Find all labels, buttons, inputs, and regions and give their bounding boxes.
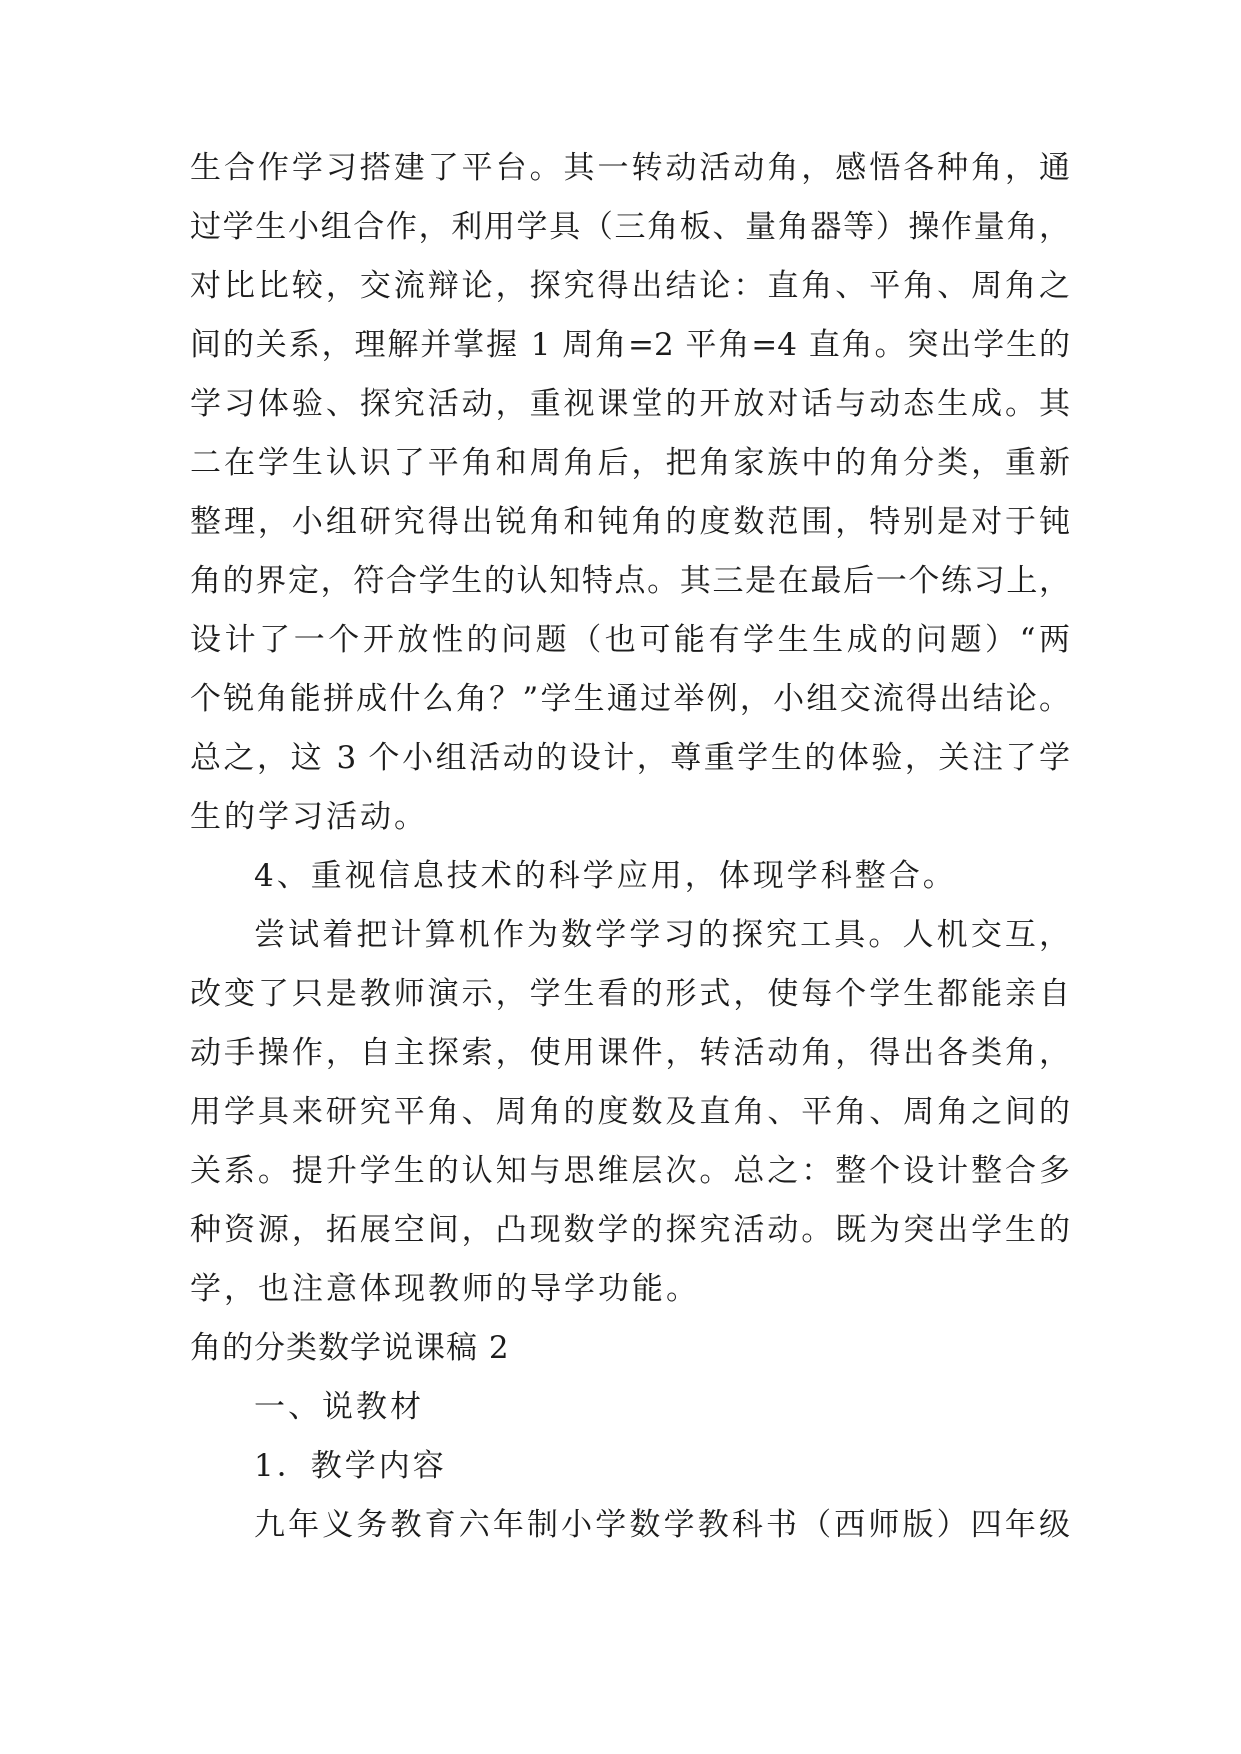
text-line: 动手操作，自主探索，使用课件，转活动角，得出各类角， xyxy=(190,1035,1070,1071)
text-line: 九年义务教育六年制小学数学教科书（西师版）四年级 xyxy=(254,1507,1070,1543)
text-line: 种资源，拓展空间，凸现数学的探究活动。既为突出学生的 xyxy=(190,1212,1070,1248)
text-line: 个锐角能拼成什么角？”学生通过举例，小组交流得出结论。 xyxy=(190,681,1070,717)
text-line: 角的界定，符合学生的认知特点。其三是在最后一个练习上， xyxy=(190,563,1070,599)
text-line: 关系。提升学生的认知与思维层次。总之：整个设计整合多 xyxy=(190,1153,1070,1189)
text-line: 用学具来研究平角、周角的度数及直角、平角、周角之间的 xyxy=(190,1094,1070,1130)
text-line: 尝试着把计算机作为数学学习的探究工具。人机交互， xyxy=(254,917,1070,953)
text-line: 生的学习活动。 xyxy=(190,799,428,835)
text-line: 生合作学习搭建了平台。其一转动活动角，感悟各种角，通 xyxy=(190,150,1070,186)
text-line: 过学生小组合作，利用学具（三角板、量角器等）操作量角， xyxy=(190,209,1070,245)
text-line: 整理，小组研究得出锐角和钝角的度数范围，特别是对于钝 xyxy=(190,504,1070,540)
text-line: 间的关系，理解并掌握 1 周角=2 平角=4 直角。突出学生的 xyxy=(190,327,1070,363)
text-line: 二在学生认识了平角和周角后，把角家族中的角分类，重新 xyxy=(190,445,1070,481)
section-heading: 一、说教材 xyxy=(254,1389,424,1425)
text-line: 学习体验、探究活动，重视课堂的开放对话与动态生成。其 xyxy=(190,386,1070,422)
text-line: 总之，这 3 个小组活动的设计，尊重学生的体验，关注了学 xyxy=(190,740,1070,776)
text-line: 学，也注意体现教师的导学功能。 xyxy=(190,1271,700,1307)
text-line: 对比比较，交流辩论，探究得出结论：直角、平角、周角之 xyxy=(190,268,1070,304)
text-line: 改变了只是教师演示，学生看的形式，使每个学生都能亲自 xyxy=(190,976,1070,1012)
section-heading: 4、重视信息技术的科学应用，体现学科整合。 xyxy=(254,858,957,894)
text-line: 设计了一个开放性的问题（也可能有学生生成的问题）“两 xyxy=(190,622,1070,658)
subsection-heading: 1．教学内容 xyxy=(254,1448,447,1484)
document-title: 角的分类数学说课稿 2 xyxy=(190,1330,510,1366)
